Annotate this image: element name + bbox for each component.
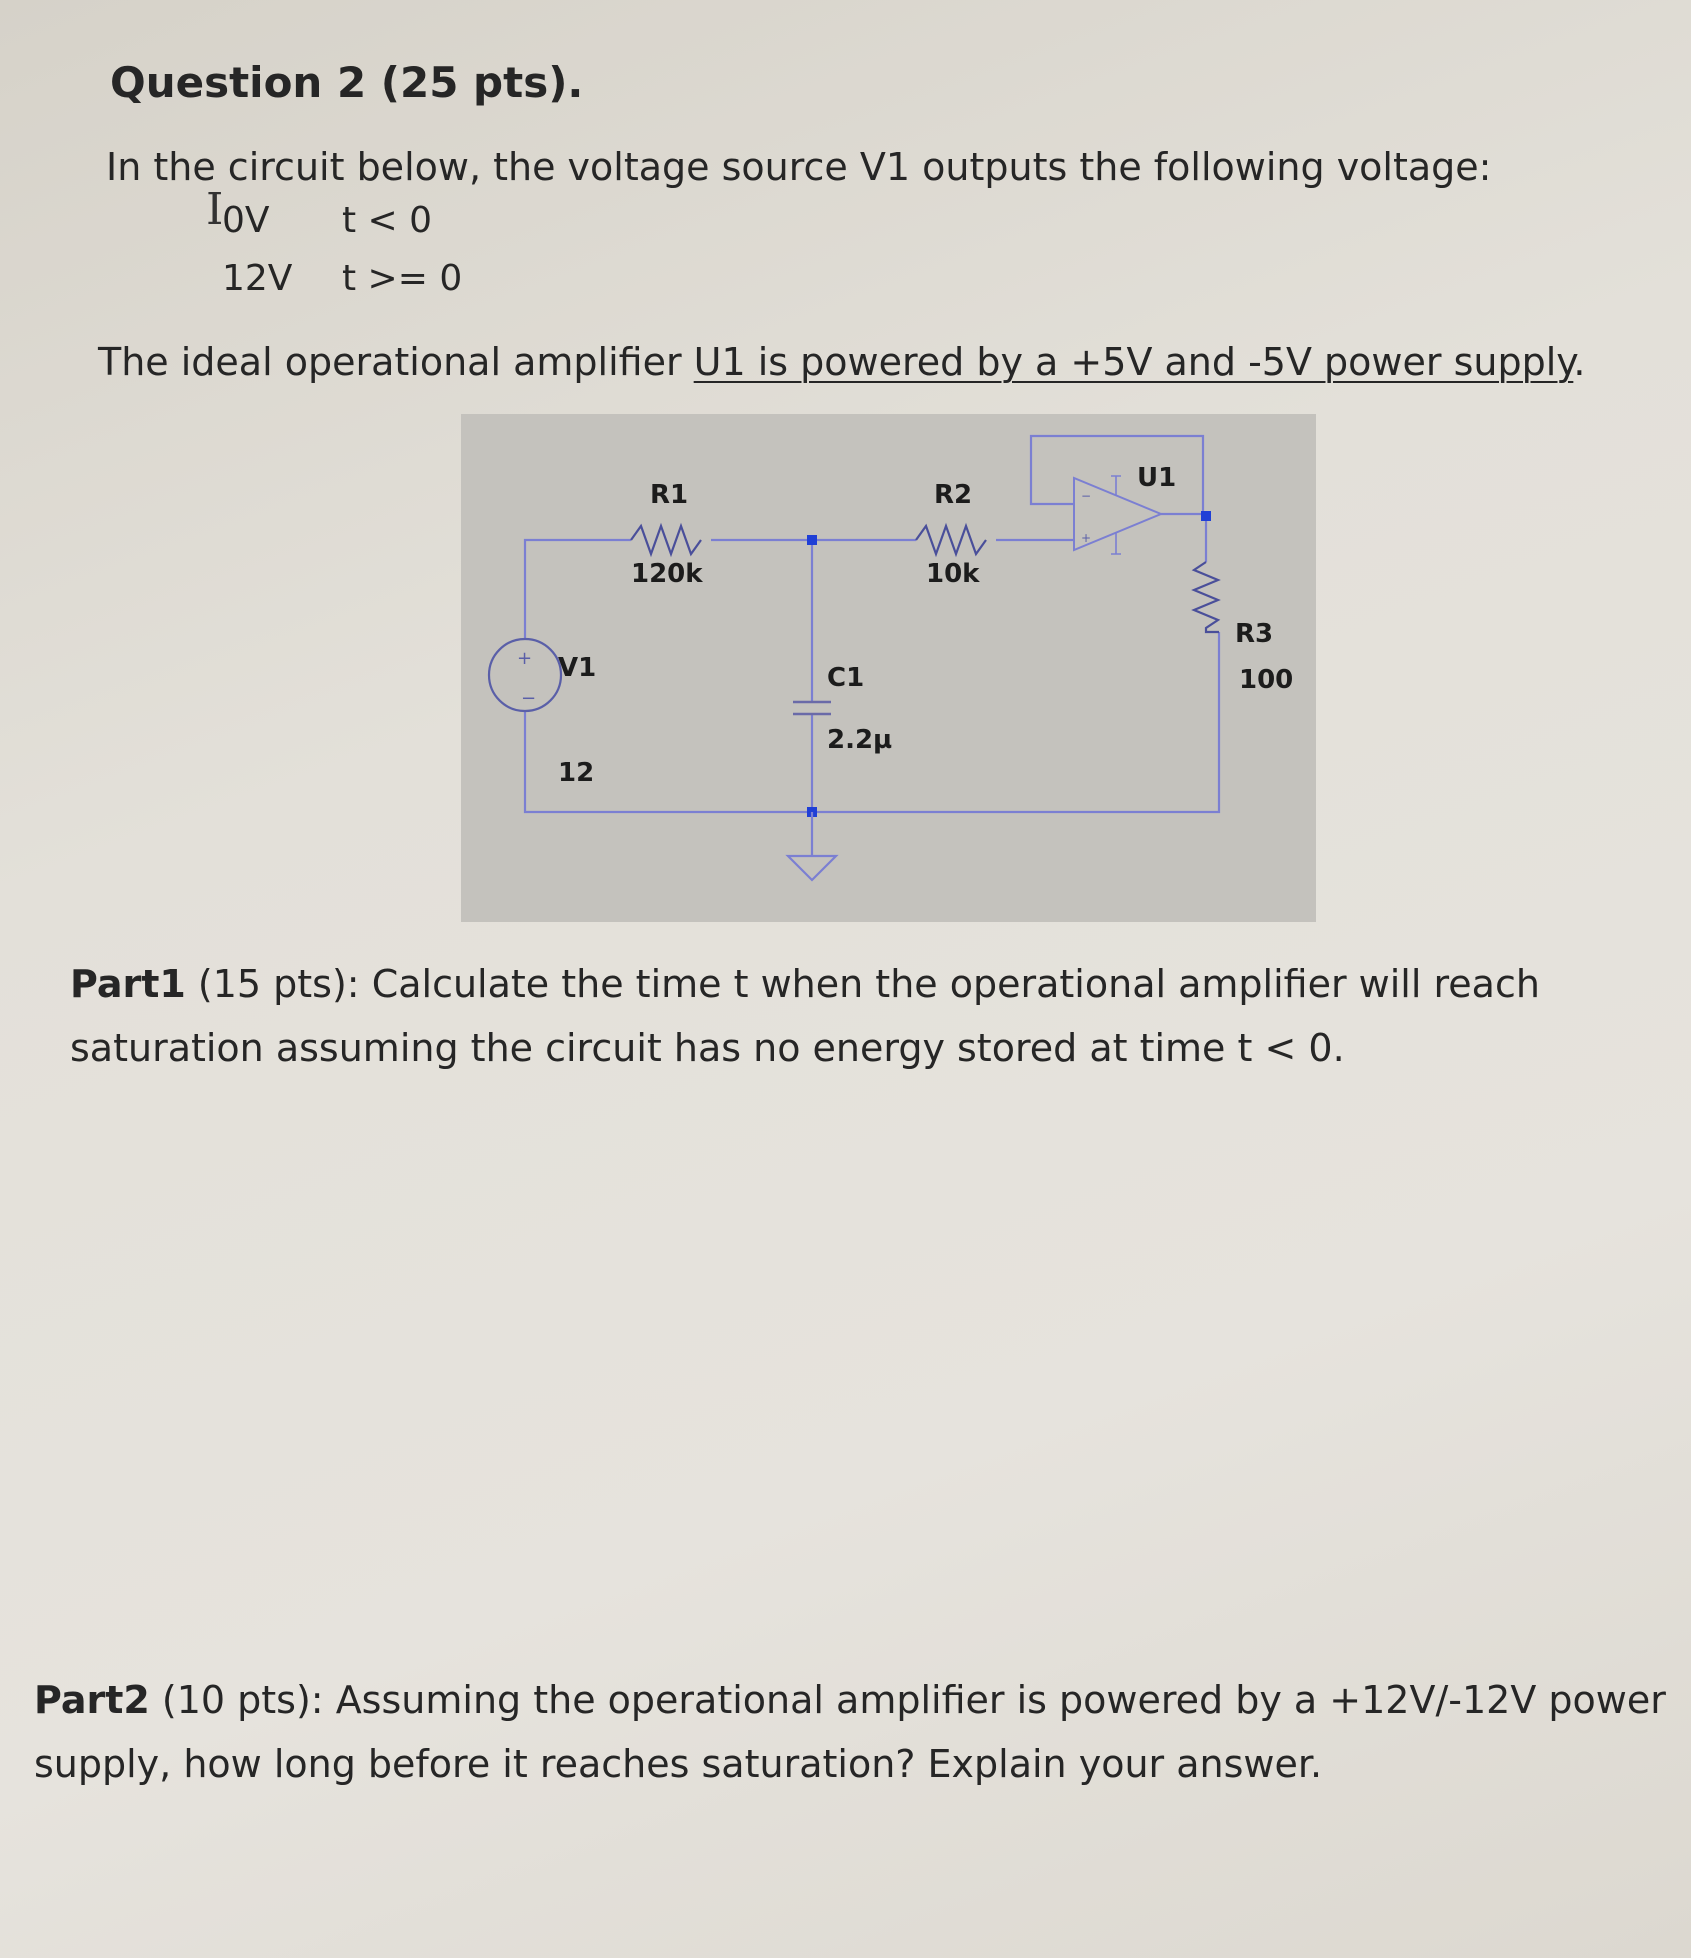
label-r1-name: R1 (650, 480, 689, 510)
circuit-schematic (461, 414, 1316, 922)
label-r3-value: 100 (1239, 665, 1294, 695)
opamp-statement-underlined: U1 is powered by a +5V and -5V power supply (693, 340, 1574, 384)
v1-minus-sign: − (521, 688, 537, 709)
label-c1-name: C1 (827, 663, 865, 693)
opamp-statement-suffix: . (1573, 340, 1586, 384)
label-r2-name: R2 (934, 480, 973, 510)
label-u1-name: U1 (1137, 463, 1177, 493)
voltage-value-0: 0V (222, 200, 270, 241)
voltage-value-1: 12V (222, 258, 293, 299)
part2-question (34, 1668, 1674, 1796)
label-v1-name: V1 (558, 653, 597, 683)
opamp-statement (98, 340, 1585, 384)
opamp-minus-pin: − (1081, 489, 1092, 503)
part1-text: (15 pts): Calculate the time t when the operational amplifier will reach saturation assuming the circuit has no energy stored at time t < 0. (70, 962, 1540, 1070)
label-r1-value: 120k (631, 559, 703, 589)
voltage-condition-0: t < 0 (342, 200, 433, 241)
voltage-condition-1: t >= 0 (342, 258, 463, 299)
label-v1-value: 12 (558, 758, 595, 788)
node-dot-top (807, 535, 817, 545)
label-c1-value: 2.2µ (827, 725, 893, 755)
question-intro: In the circuit below, the voltage source V1 outputs the following voltage: (106, 145, 1492, 189)
v1-plus-sign: + (517, 648, 533, 669)
part2-label: Part2 (34, 1678, 150, 1722)
text-cursor-icon: I (206, 184, 224, 235)
label-r2-value: 10k (926, 559, 980, 589)
part1-label: Part1 (70, 962, 186, 1006)
opamp-statement-prefix: The ideal operational amplifier (98, 340, 694, 384)
question-title: Question 2 (25 pts). (110, 58, 584, 107)
label-r3-name: R3 (1235, 619, 1274, 649)
part2-text: (10 pts): Assuming the operational amplifier is powered by a +12V/-12V power supply, how long before it reaches saturation? Explain your answer. (34, 1678, 1666, 1786)
node-dot-output (1201, 511, 1211, 521)
opamp-plus-pin: + (1081, 531, 1092, 545)
part1-question (70, 952, 1630, 1080)
